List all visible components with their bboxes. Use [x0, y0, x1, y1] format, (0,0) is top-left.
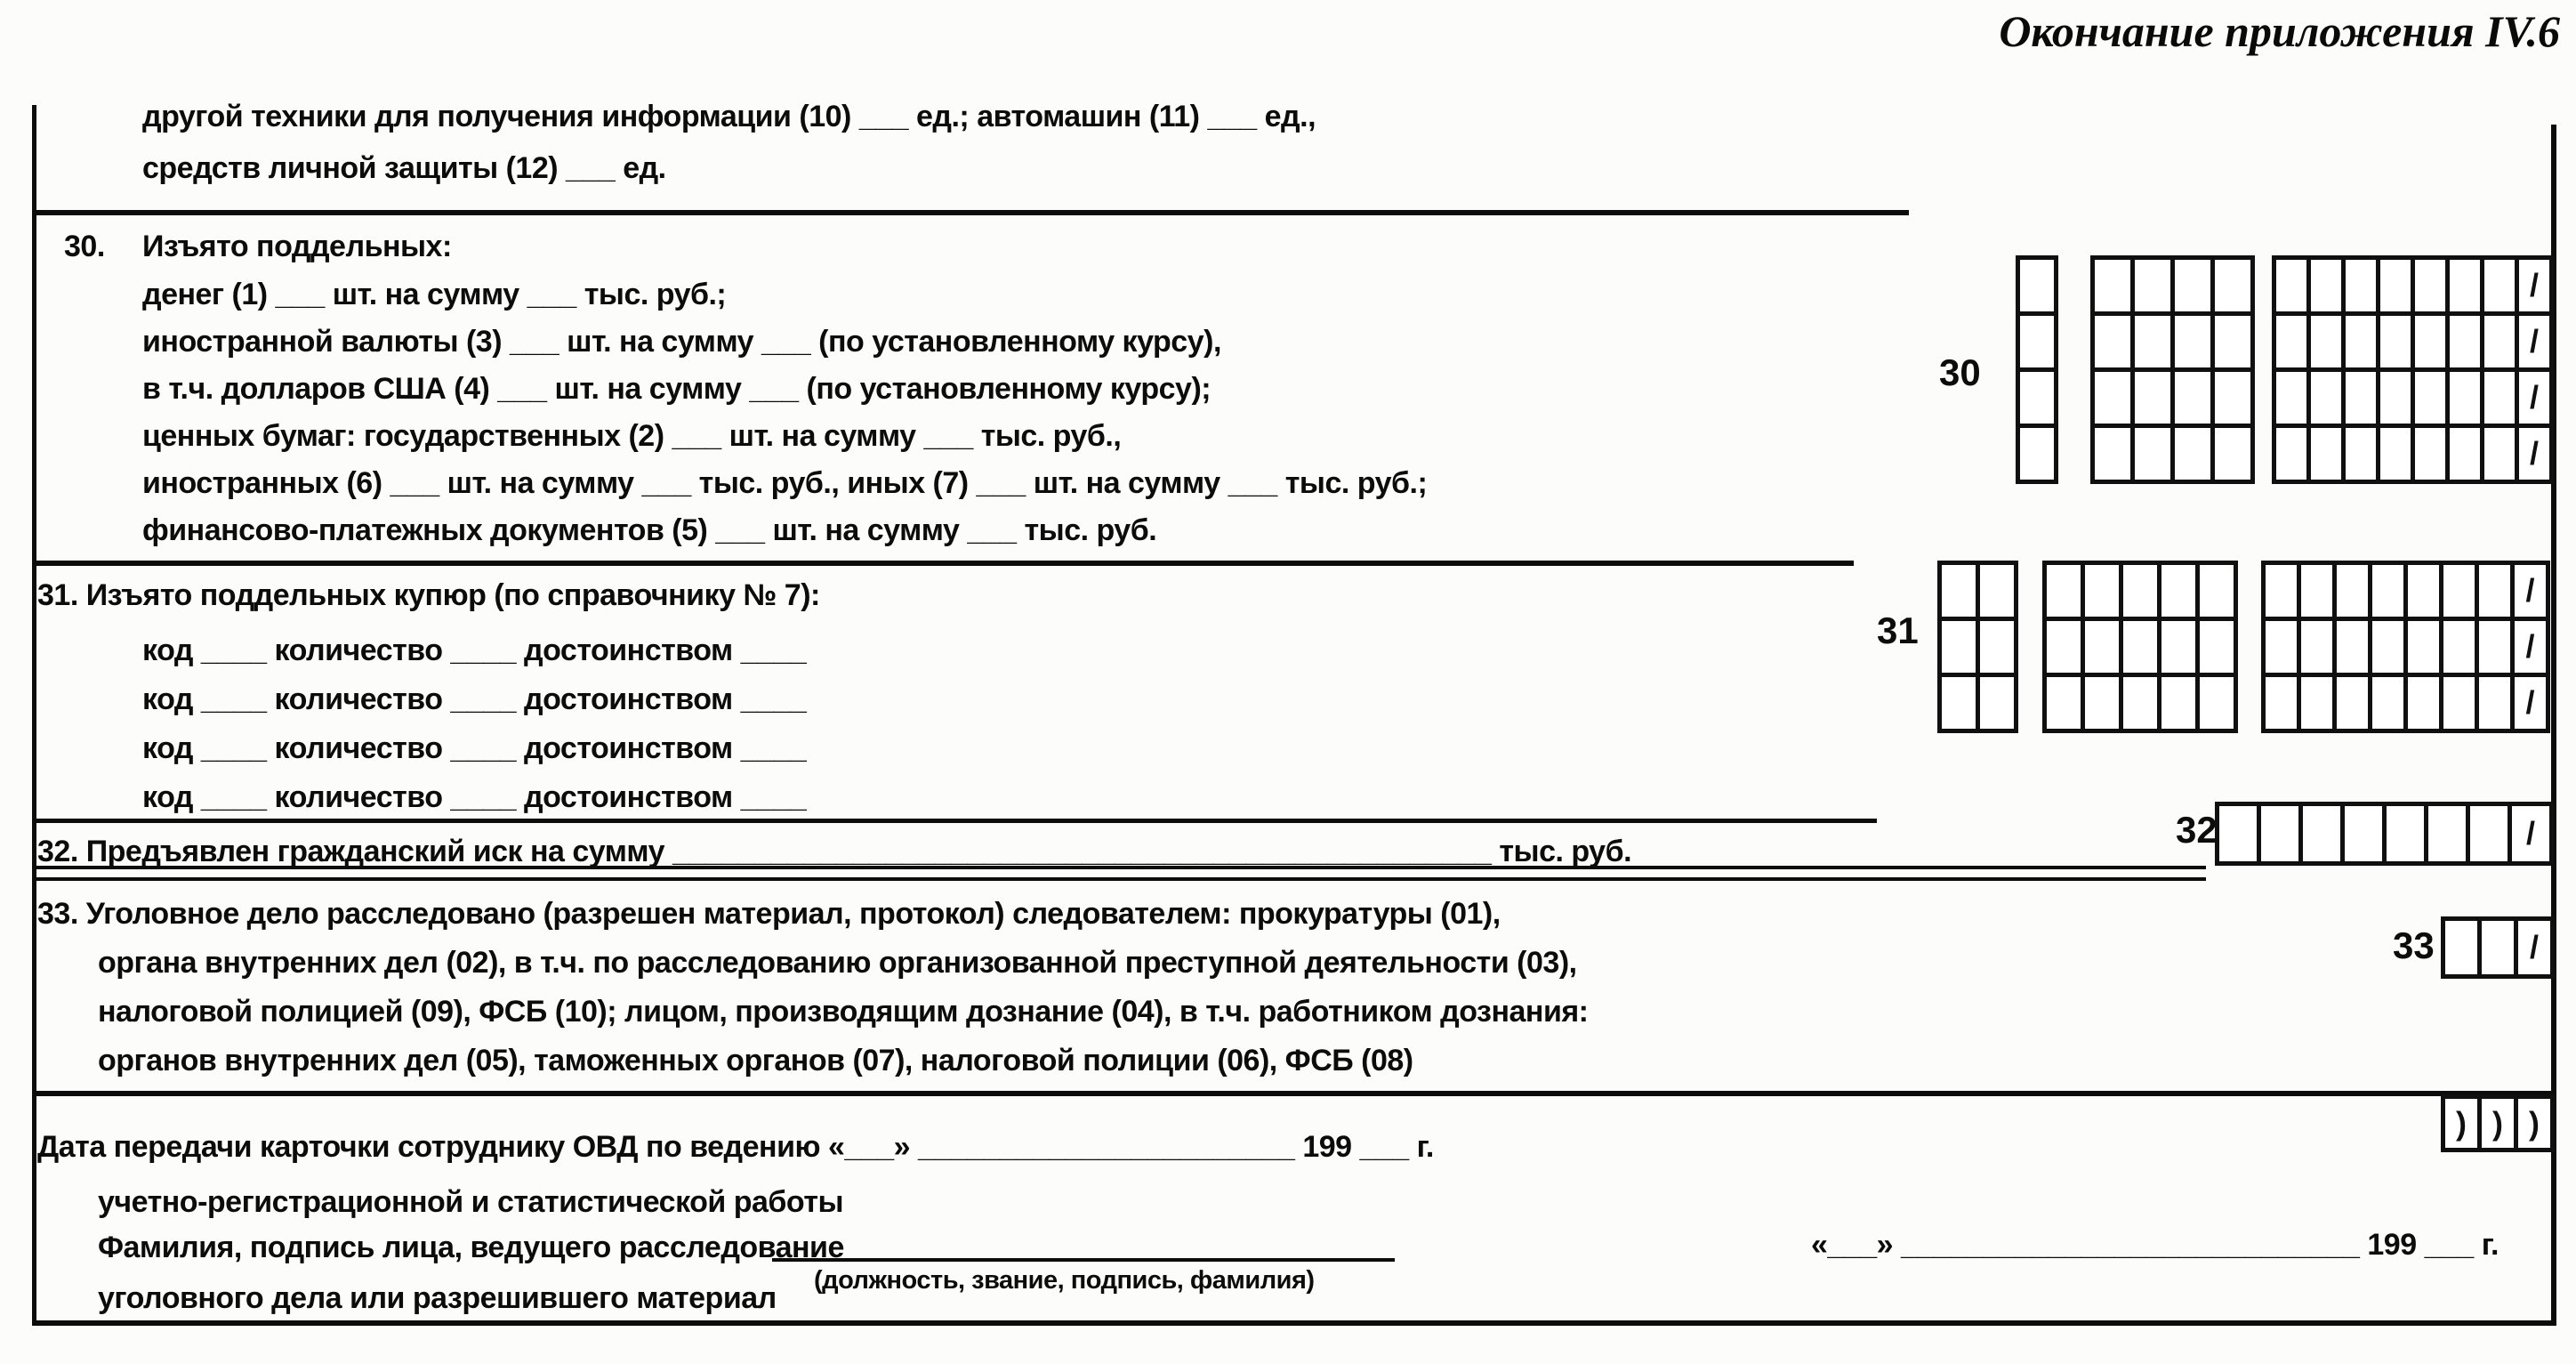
code-box-cell[interactable]: [2477, 563, 2513, 619]
code-box-cell[interactable]: [2309, 258, 2344, 314]
footer-line-3: Фамилия, подпись лица, ведущего расследование: [98, 1231, 844, 1264]
code-box-cell[interactable]: [2121, 675, 2160, 731]
section31-heading: 31. Изъято поддельных купюр (по справочнику № 7):: [37, 578, 820, 612]
code-box-cell[interactable]: /: [2517, 426, 2552, 482]
code-box-cell[interactable]: [2173, 314, 2213, 370]
code-box-cell[interactable]: [2173, 258, 2213, 314]
signature-caption: (должность, звание, подпись, фамилия): [814, 1266, 1315, 1295]
code-box-cell[interactable]: [1940, 563, 1978, 619]
code-box-cell[interactable]: [2448, 370, 2483, 426]
code-box-cell[interactable]: [2448, 314, 2483, 370]
section33-code-grid: [2441, 916, 2555, 979]
section30-heading: Изъято поддельных:: [142, 230, 452, 263]
section33-box-label: 33: [2393, 924, 2435, 966]
code-box-cell[interactable]: [2121, 563, 2160, 619]
code-box-cell[interactable]: [2133, 314, 2173, 370]
code-box-cell[interactable]: [2133, 258, 2173, 314]
code-box-cell[interactable]: [2442, 675, 2477, 731]
code-box-cell[interactable]: [2477, 675, 2513, 731]
code-box-cell[interactable]: [2371, 619, 2406, 675]
code-box-cell[interactable]: [2483, 370, 2517, 426]
code-box-cell[interactable]: [2198, 563, 2236, 619]
section31-code-grid-group1: [1937, 561, 2018, 733]
section30-number: 30.: [64, 230, 105, 263]
code-box-cell[interactable]: [2344, 370, 2379, 426]
code-box-cell[interactable]: [2274, 258, 2309, 314]
section30-line-5: иностранных (6) ___ шт. на сумму ___ тыс. руб., иных (7) ___ шт. на сумму ___ тыс. руб.;: [142, 466, 1428, 500]
code-box-cell[interactable]: [1940, 675, 1978, 731]
code-box-cell[interactable]: [2468, 804, 2510, 864]
code-box-cell[interactable]: [2309, 314, 2344, 370]
code-box-cell[interactable]: [2093, 314, 2133, 370]
code-box-cell[interactable]: /: [2513, 563, 2548, 619]
code-box-cell[interactable]: [2093, 426, 2133, 482]
code-box-cell[interactable]: [2379, 314, 2413, 370]
section30-line-4: ценных бумаг: государственных (2) ___ шт. на сумму ___ тыс. руб.,: [142, 419, 1122, 453]
code-box-cell[interactable]: [2045, 563, 2083, 619]
code-box-cell[interactable]: [2299, 619, 2335, 675]
code-box-cell[interactable]: [2442, 563, 2477, 619]
code-box-cell[interactable]: [1940, 619, 1978, 675]
section30-code-grid-group2: [2090, 255, 2255, 484]
divider-after-section32-bottom: [32, 877, 2206, 881]
code-box-cell[interactable]: [2264, 563, 2299, 619]
section31-code-grid-group3: [2261, 561, 2550, 733]
code-box-cell[interactable]: [2385, 804, 2427, 864]
code-box-cell[interactable]: [1978, 563, 2017, 619]
section30-line-6: финансово-платежных документов (5) ___ шт. на сумму ___ тыс. руб.: [142, 513, 1157, 547]
code-box-cell[interactable]: [2483, 426, 2517, 482]
section31-box-label: 31: [1877, 609, 1919, 651]
code-box-cell[interactable]: [2173, 426, 2213, 482]
code-box-cell[interactable]: [2343, 804, 2385, 864]
code-box-cell[interactable]: [2083, 619, 2121, 675]
code-box-cell[interactable]: [2442, 619, 2477, 675]
code-box-cell[interactable]: [2018, 426, 2057, 482]
code-box-cell[interactable]: [2198, 619, 2236, 675]
code-box-cell[interactable]: [2406, 675, 2442, 731]
code-box-cell[interactable]: ): [2516, 1097, 2553, 1150]
code-box-cell[interactable]: [2093, 370, 2133, 426]
section30-line-1: денег (1) ___ шт. на сумму ___ тыс. руб.;: [142, 278, 727, 311]
footer-line-2: учетно-регистрационной и статистической работы: [98, 1185, 844, 1219]
code-box-cell[interactable]: [2413, 314, 2448, 370]
code-box-cell[interactable]: [2379, 370, 2413, 426]
divider-after-intro: [32, 210, 1909, 215]
code-box-cell[interactable]: [2045, 619, 2083, 675]
code-box-cell[interactable]: [2121, 619, 2160, 675]
code-box-cell[interactable]: [2448, 258, 2483, 314]
code-box-cell[interactable]: [2274, 314, 2309, 370]
section30-box-label: 30: [1939, 351, 1981, 393]
code-box-cell[interactable]: [2218, 804, 2259, 864]
code-box-cell[interactable]: [2477, 619, 2513, 675]
code-box-cell[interactable]: [2371, 675, 2406, 731]
code-box-cell[interactable]: [2427, 804, 2468, 864]
divider-after-section30: [32, 561, 1854, 566]
code-box-cell[interactable]: [2335, 563, 2371, 619]
section30-line-2: иностранной валюты (3) ___ шт. на сумму ___ (по установленному курсу),: [142, 325, 1221, 359]
code-box-cell[interactable]: [1978, 675, 2017, 731]
code-box-cell[interactable]: [2344, 314, 2379, 370]
form-left-border: [32, 105, 36, 1326]
code-box-cell[interactable]: [2274, 370, 2309, 426]
intro-line-1: другой техники для получения информации (10) ___ ед.; автомашин (11) ___ ед.,: [142, 100, 1316, 133]
section33-line-2: органа внутренних дел (02), в т.ч. по расследованию организованной преступной деятельности (03),: [98, 946, 1577, 980]
section31-line-3: код ____ количество ____ достоинством ____: [142, 731, 807, 765]
code-box-cell[interactable]: [2413, 258, 2448, 314]
code-box-cell[interactable]: [2198, 675, 2236, 731]
code-box-cell[interactable]: [2133, 426, 2173, 482]
code-box-cell[interactable]: [2371, 563, 2406, 619]
code-box-cell[interactable]: [2160, 619, 2198, 675]
footer-date-mark-boxes: [2441, 1094, 2555, 1152]
code-box-cell[interactable]: [2213, 426, 2253, 482]
code-box-cell[interactable]: [2344, 426, 2379, 482]
code-box-cell[interactable]: [2018, 258, 2057, 314]
code-box-cell[interactable]: [2301, 804, 2343, 864]
section32-text: 32. Предъявлен гражданский иск на сумму __________________________________________________ тыс. руб.: [37, 835, 1632, 868]
code-box-cell[interactable]: [2483, 258, 2517, 314]
section31-line-4: код ____ количество ____ достоинством ____: [142, 780, 807, 814]
form-bottom-border: [32, 1320, 2556, 1326]
code-box-cell[interactable]: [2335, 619, 2371, 675]
section33-line-1: 33. Уголовное дело расследовано (разрешен материал, протокол) следователем: прокуратуры (01),: [37, 897, 1501, 931]
code-box-cell[interactable]: /: [2510, 804, 2552, 864]
section30-code-grid-group3: [2272, 255, 2554, 484]
code-box-cell[interactable]: [1978, 619, 2017, 675]
code-box-cell[interactable]: [2045, 675, 2083, 731]
code-box-cell[interactable]: [2309, 370, 2344, 426]
code-box-cell[interactable]: [2344, 258, 2379, 314]
code-box-cell[interactable]: [2259, 804, 2301, 864]
code-box-cell[interactable]: [2413, 370, 2448, 426]
code-box-cell[interactable]: /: [2513, 619, 2548, 675]
code-box-cell[interactable]: [2093, 258, 2133, 314]
code-box-cell[interactable]: /: [2517, 258, 2552, 314]
code-box-cell[interactable]: [2274, 426, 2309, 482]
code-box-cell[interactable]: [2406, 563, 2442, 619]
section31-line-2: код ____ количество ____ достоинством ____: [142, 682, 807, 716]
section31-code-grid-group2: [2042, 561, 2238, 733]
footer-right-date: «___» ____________________________ 199 ___ г.: [1811, 1228, 2499, 1262]
code-box-cell[interactable]: [2299, 675, 2335, 731]
code-box-cell[interactable]: [2483, 314, 2517, 370]
code-box-cell[interactable]: [2083, 563, 2121, 619]
section32-box-label: 32: [2176, 809, 2218, 851]
code-box-cell[interactable]: [2083, 675, 2121, 731]
code-box-cell[interactable]: /: [2517, 370, 2552, 426]
code-box-cell[interactable]: [2480, 919, 2516, 977]
section30-code-grid-group1: [2016, 255, 2058, 484]
code-box-cell[interactable]: [2299, 563, 2335, 619]
code-box-cell[interactable]: /: [2513, 675, 2548, 731]
code-box-cell[interactable]: [2443, 919, 2480, 977]
code-box-cell[interactable]: [2264, 619, 2299, 675]
divider-before-footer: [32, 1091, 2551, 1096]
code-box-cell[interactable]: /: [2517, 314, 2552, 370]
code-box-cell[interactable]: [2133, 370, 2173, 426]
code-box-cell[interactable]: [2213, 258, 2253, 314]
section30-line-3: в т.ч. долларов США (4) ___ шт. на сумму ___ (по установленному курсу);: [142, 372, 1212, 406]
signature-line[interactable]: [772, 1223, 1395, 1262]
code-box-cell[interactable]: ): [2443, 1097, 2480, 1150]
footer-line-1: Дата передачи карточки сотруднику ОВД по ведению «___» _______________________ 199 ___ г.: [37, 1130, 1434, 1164]
code-box-cell[interactable]: [2018, 314, 2057, 370]
code-box-cell[interactable]: /: [2516, 919, 2553, 977]
section31-line-1: код ____ количество ____ достоинством ____: [142, 634, 807, 667]
section33-line-4: органов внутренних дел (05), таможенных органов (07), налоговой полиции (06), ФСБ (08): [98, 1044, 1413, 1077]
code-box-cell[interactable]: [2173, 370, 2213, 426]
code-box-cell[interactable]: [2160, 563, 2198, 619]
code-box-cell[interactable]: [2406, 619, 2442, 675]
code-box-cell[interactable]: ): [2480, 1097, 2516, 1150]
divider-before-section32: [32, 819, 1877, 823]
code-box-cell[interactable]: [2213, 370, 2253, 426]
footer-line-4: уголовного дела или разрешившего материал: [98, 1281, 777, 1315]
code-box-cell[interactable]: [2413, 426, 2448, 482]
section32-code-grid: [2215, 802, 2554, 866]
section33-line-3: налоговой полицией (09), ФСБ (10); лицом, производящим дознание (04), в т.ч. работником дознания:: [98, 995, 1589, 1029]
code-box-cell[interactable]: [2213, 314, 2253, 370]
code-box-cell[interactable]: [2335, 675, 2371, 731]
code-box-cell[interactable]: [2379, 426, 2413, 482]
code-box-cell[interactable]: [2309, 426, 2344, 482]
code-box-cell[interactable]: [2160, 675, 2198, 731]
code-box-cell[interactable]: [2264, 675, 2299, 731]
intro-line-2: средств личной защиты (12) ___ ед.: [142, 151, 666, 185]
code-box-cell[interactable]: [2448, 426, 2483, 482]
page-title: Окончание приложения IV.6: [1999, 6, 2560, 56]
code-box-cell[interactable]: [2379, 258, 2413, 314]
code-box-cell[interactable]: [2018, 370, 2057, 426]
